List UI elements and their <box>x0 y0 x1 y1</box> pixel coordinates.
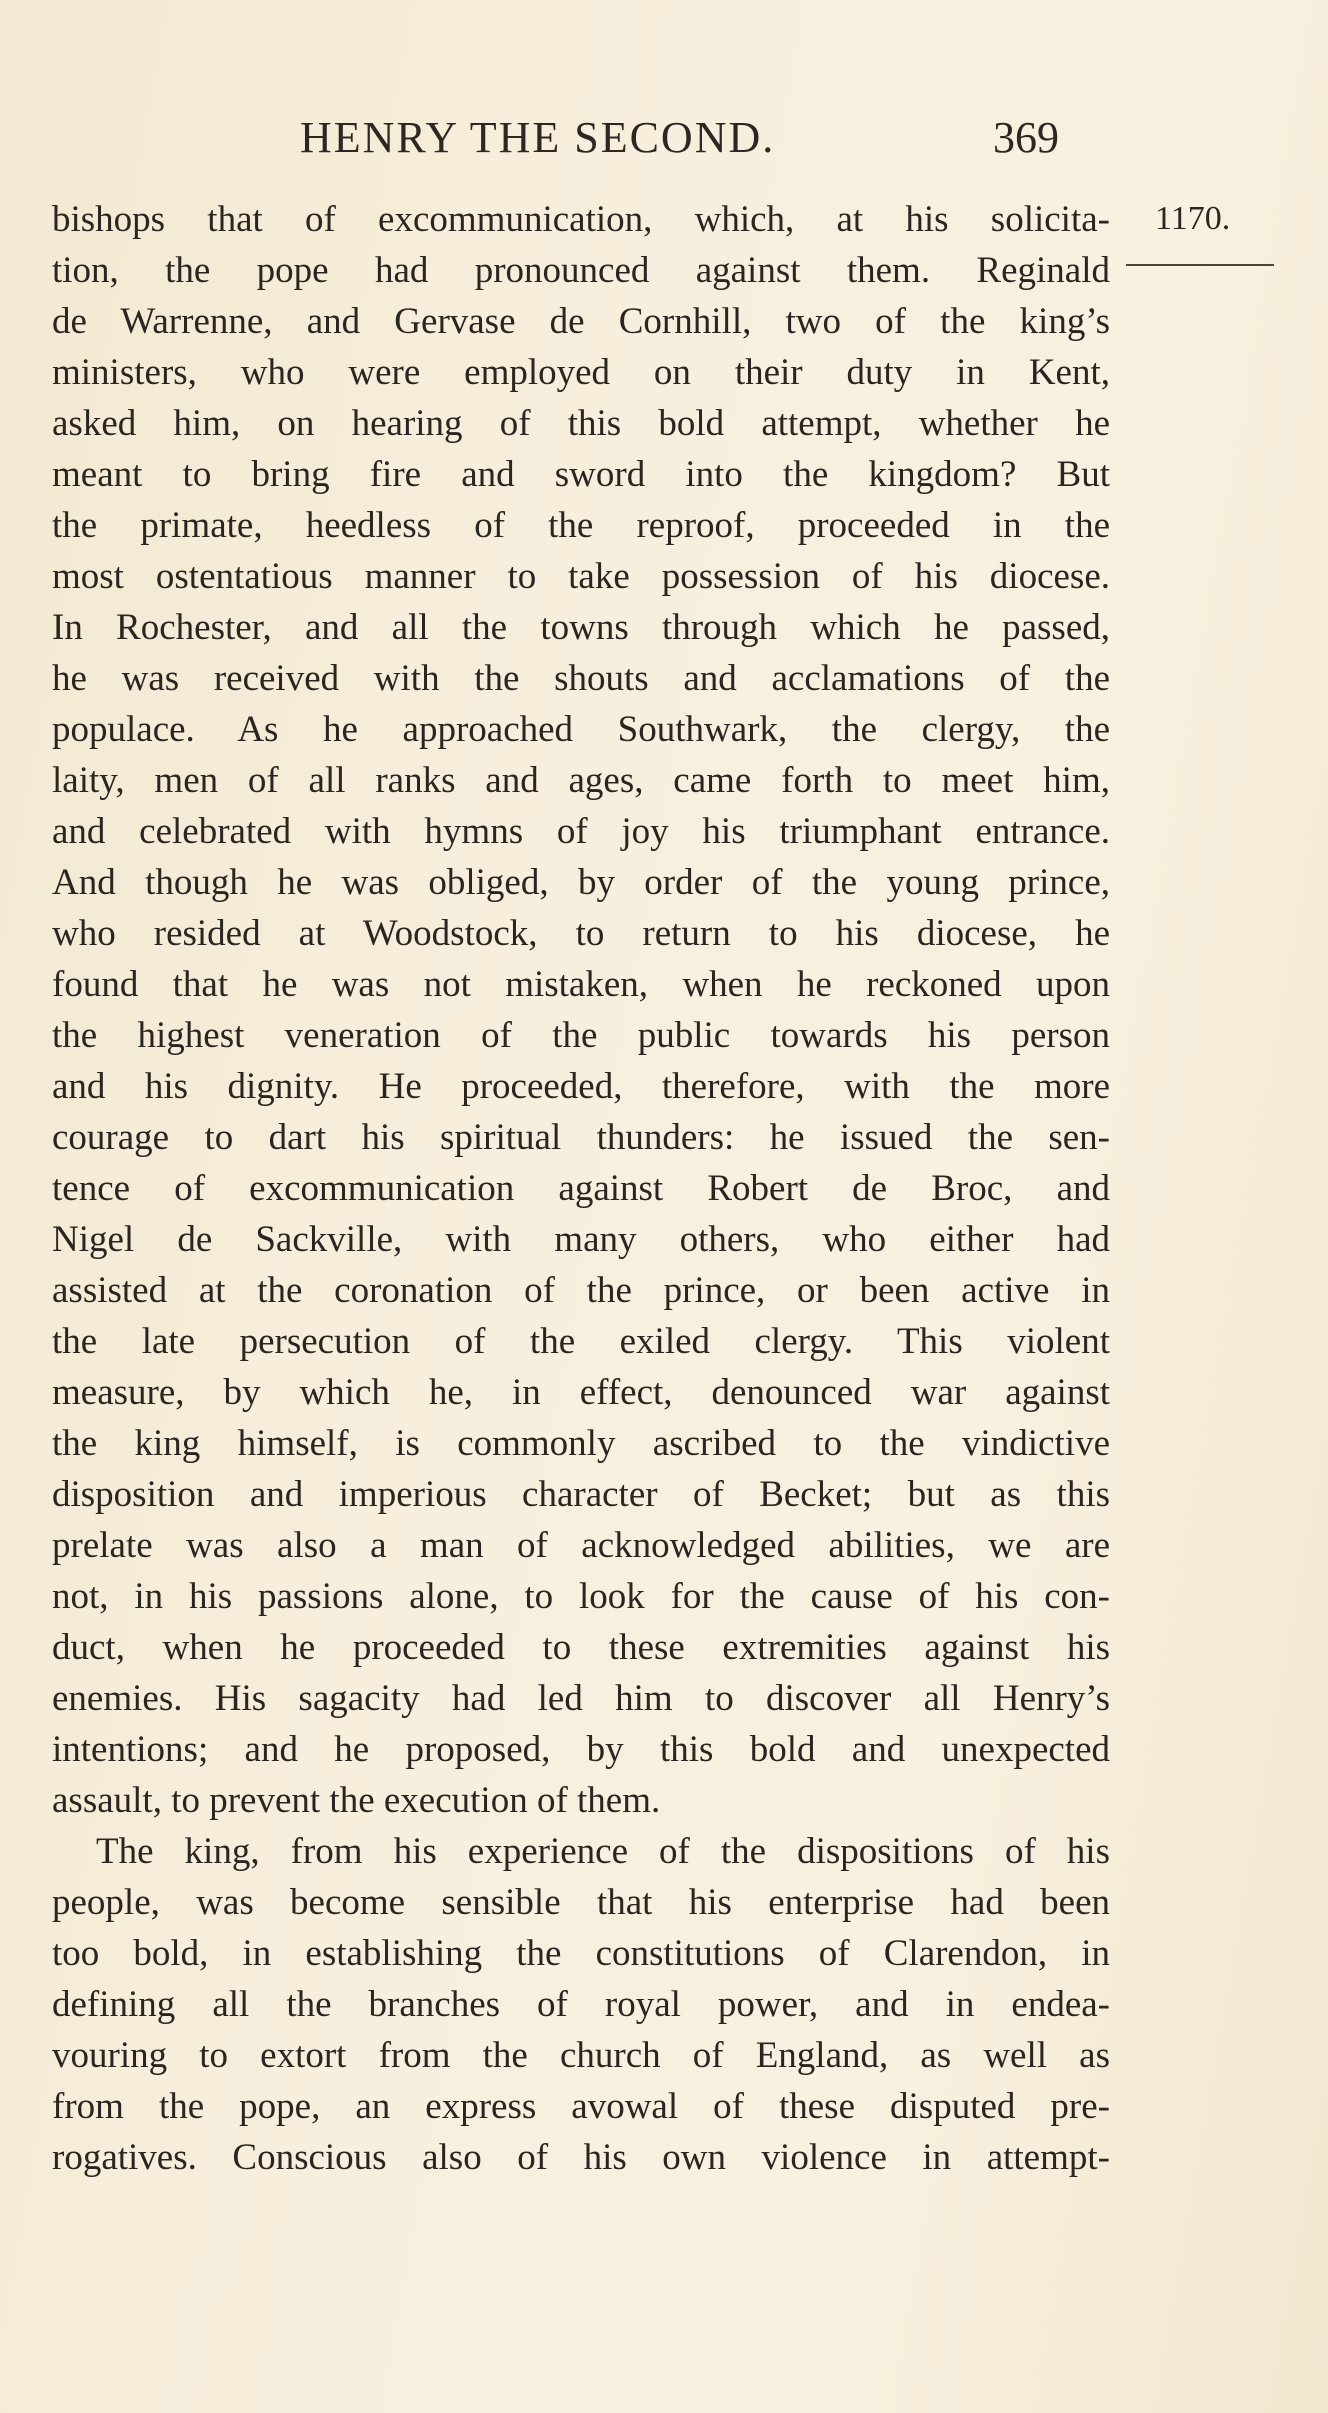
text-line: people, was become sensible that his enterprise had been <box>52 1882 1110 1923</box>
text-line: and his dignity. He proceeded, therefore, with the more <box>52 1066 1110 1107</box>
margin-rule <box>1126 264 1274 266</box>
margin-year-note: 1170. <box>1155 200 1231 237</box>
text-line: too bold, in establishing the constitutions of Clarendon, in <box>52 1933 1110 1974</box>
text-line: tion, the pope had pronounced against them. Reginald <box>52 250 1110 291</box>
text-line: who resided at Woodstock, to return to his diocese, he <box>52 913 1110 954</box>
text-line: found that he was not mistaken, when he reckoned upon <box>52 964 1110 1005</box>
text-line: disposition and imperious character of Becket; but as this <box>52 1474 1110 1515</box>
text-line: the late persecution of the exiled clergy. This violent <box>52 1321 1110 1362</box>
text-line: defining all the branches of royal power, and in endea- <box>52 1984 1110 2025</box>
text-line: ministers, who were employed on their duty in Kent, <box>52 352 1110 393</box>
text-line: And though he was obliged, by order of the young prince, <box>52 862 1110 903</box>
text-line: duct, when he proceeded to these extremities against his <box>52 1627 1110 1668</box>
text-line: meant to bring fire and sword into the kingdom? But <box>52 454 1110 495</box>
text-line: In Rochester, and all the towns through which he passed, <box>52 607 1110 648</box>
text-line: laity, men of all ranks and ages, came forth to meet him, <box>52 760 1110 801</box>
text-line: not, in his passions alone, to look for the cause of his con- <box>52 1576 1110 1617</box>
running-head: HENRY THE SECOND. <box>300 113 776 162</box>
text-line: vouring to extort from the church of England, as well as <box>52 2035 1110 2076</box>
text-line: the king himself, is commonly ascribed to the vindictive <box>52 1423 1110 1464</box>
text-line: he was received with the shouts and acclamations of the <box>52 658 1110 699</box>
text-line: assisted at the coronation of the prince, or been active in <box>52 1270 1110 1311</box>
text-line: asked him, on hearing of this bold attempt, whether he <box>52 403 1110 444</box>
text-line: populace. As he approached Southwark, the clergy, the <box>52 709 1110 750</box>
text-line: enemies. His sagacity had led him to discover all Henry’s <box>52 1678 1110 1719</box>
text-line: rogatives. Conscious also of his own violence in attempt- <box>52 2137 1110 2178</box>
text-line: the primate, heedless of the reproof, proceeded in the <box>52 505 1110 546</box>
text-line: prelate was also a man of acknowledged abilities, we are <box>52 1525 1110 1566</box>
text-line: bishops that of excommunication, which, at his solicita- <box>52 199 1110 240</box>
paragraph-start-line: The king, from his experience of the dispositions of his <box>96 1831 1110 1872</box>
text-line: the highest veneration of the public towards his person <box>52 1015 1110 1056</box>
body-text <box>52 194 1110 2183</box>
text-line: tence of excommunication against Robert de Broc, and <box>52 1168 1110 1209</box>
text-line: from the pope, an express avowal of these disputed pre- <box>52 2086 1110 2127</box>
text-line: intentions; and he proposed, by this bold and unexpected <box>52 1729 1110 1770</box>
text-line: de Warrenne, and Gervase de Cornhill, two of the king’s <box>52 301 1110 342</box>
page-number: 369 <box>993 113 1059 162</box>
text-line: most ostentatious manner to take possession of his diocese. <box>52 556 1110 597</box>
text-line: courage to dart his spiritual thunders: he issued the sen- <box>52 1117 1110 1158</box>
text-line: measure, by which he, in effect, denounced war against <box>52 1372 1110 1413</box>
text-line: Nigel de Sackville, with many others, who either had <box>52 1219 1110 1260</box>
paragraph-end-line: assault, to prevent the execution of them. <box>52 1780 661 1821</box>
text-line: and celebrated with hymns of joy his triumphant entrance. <box>52 811 1110 852</box>
